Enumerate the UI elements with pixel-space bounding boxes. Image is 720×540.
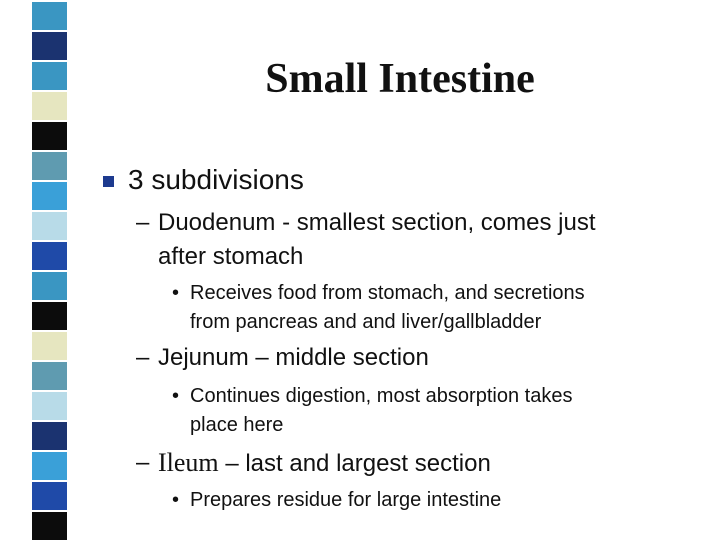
duodenum-line-2: after stomach — [158, 243, 304, 270]
stripe-block — [32, 150, 67, 180]
dot-ileum-detail: • — [172, 489, 180, 511]
stripe-block — [32, 180, 67, 210]
ileum-line — [158, 446, 491, 481]
jejunum-detail-line-1: Continues digestion, most absorption takes — [190, 385, 573, 407]
jejunum-line: Jejunum – middle section — [158, 344, 429, 371]
duodenum-detail-line-2: from pancreas and and liver/gallbladder — [190, 311, 542, 333]
stripe-block — [32, 30, 67, 60]
stripe-block — [32, 450, 67, 480]
stripe-block — [32, 300, 67, 330]
stripe-block — [32, 120, 67, 150]
dot-jejunum-detail: • — [172, 385, 180, 407]
stripe-block — [32, 330, 67, 360]
stripe-block — [32, 420, 67, 450]
stripe-block — [32, 510, 67, 540]
stripe-block — [32, 240, 67, 270]
dash-duodenum: – — [136, 209, 150, 236]
duodenum-detail-line-1: Receives food from stomach, and secretions — [190, 282, 585, 304]
stripe-block — [32, 360, 67, 390]
duodenum-line-1: Duodenum - smallest section, comes just — [158, 209, 596, 236]
dot-duodenum-detail: • — [172, 282, 180, 304]
dash-ileum: – — [136, 449, 150, 476]
square-bullet-icon — [103, 176, 114, 187]
stripe-block — [32, 90, 67, 120]
ileum-word: Ileum — [158, 448, 219, 477]
ileum-rest: – last and largest section — [218, 450, 491, 477]
bullet-subdivisions: 3 subdivisions — [128, 164, 304, 195]
stripe-block — [32, 270, 67, 300]
stripe-block — [32, 480, 67, 510]
ileum-detail-line-1: Prepares residue for large intestine — [190, 489, 502, 511]
jejunum-detail-line-2: place here — [190, 414, 284, 436]
stripe-block — [32, 390, 67, 420]
dash-jejunum: – — [136, 344, 150, 371]
decorative-side-stripe — [32, 0, 67, 540]
stripe-block — [32, 60, 67, 90]
stripe-block — [32, 0, 67, 30]
slide-title: Small Intestine — [265, 56, 535, 102]
stripe-block — [32, 210, 67, 240]
